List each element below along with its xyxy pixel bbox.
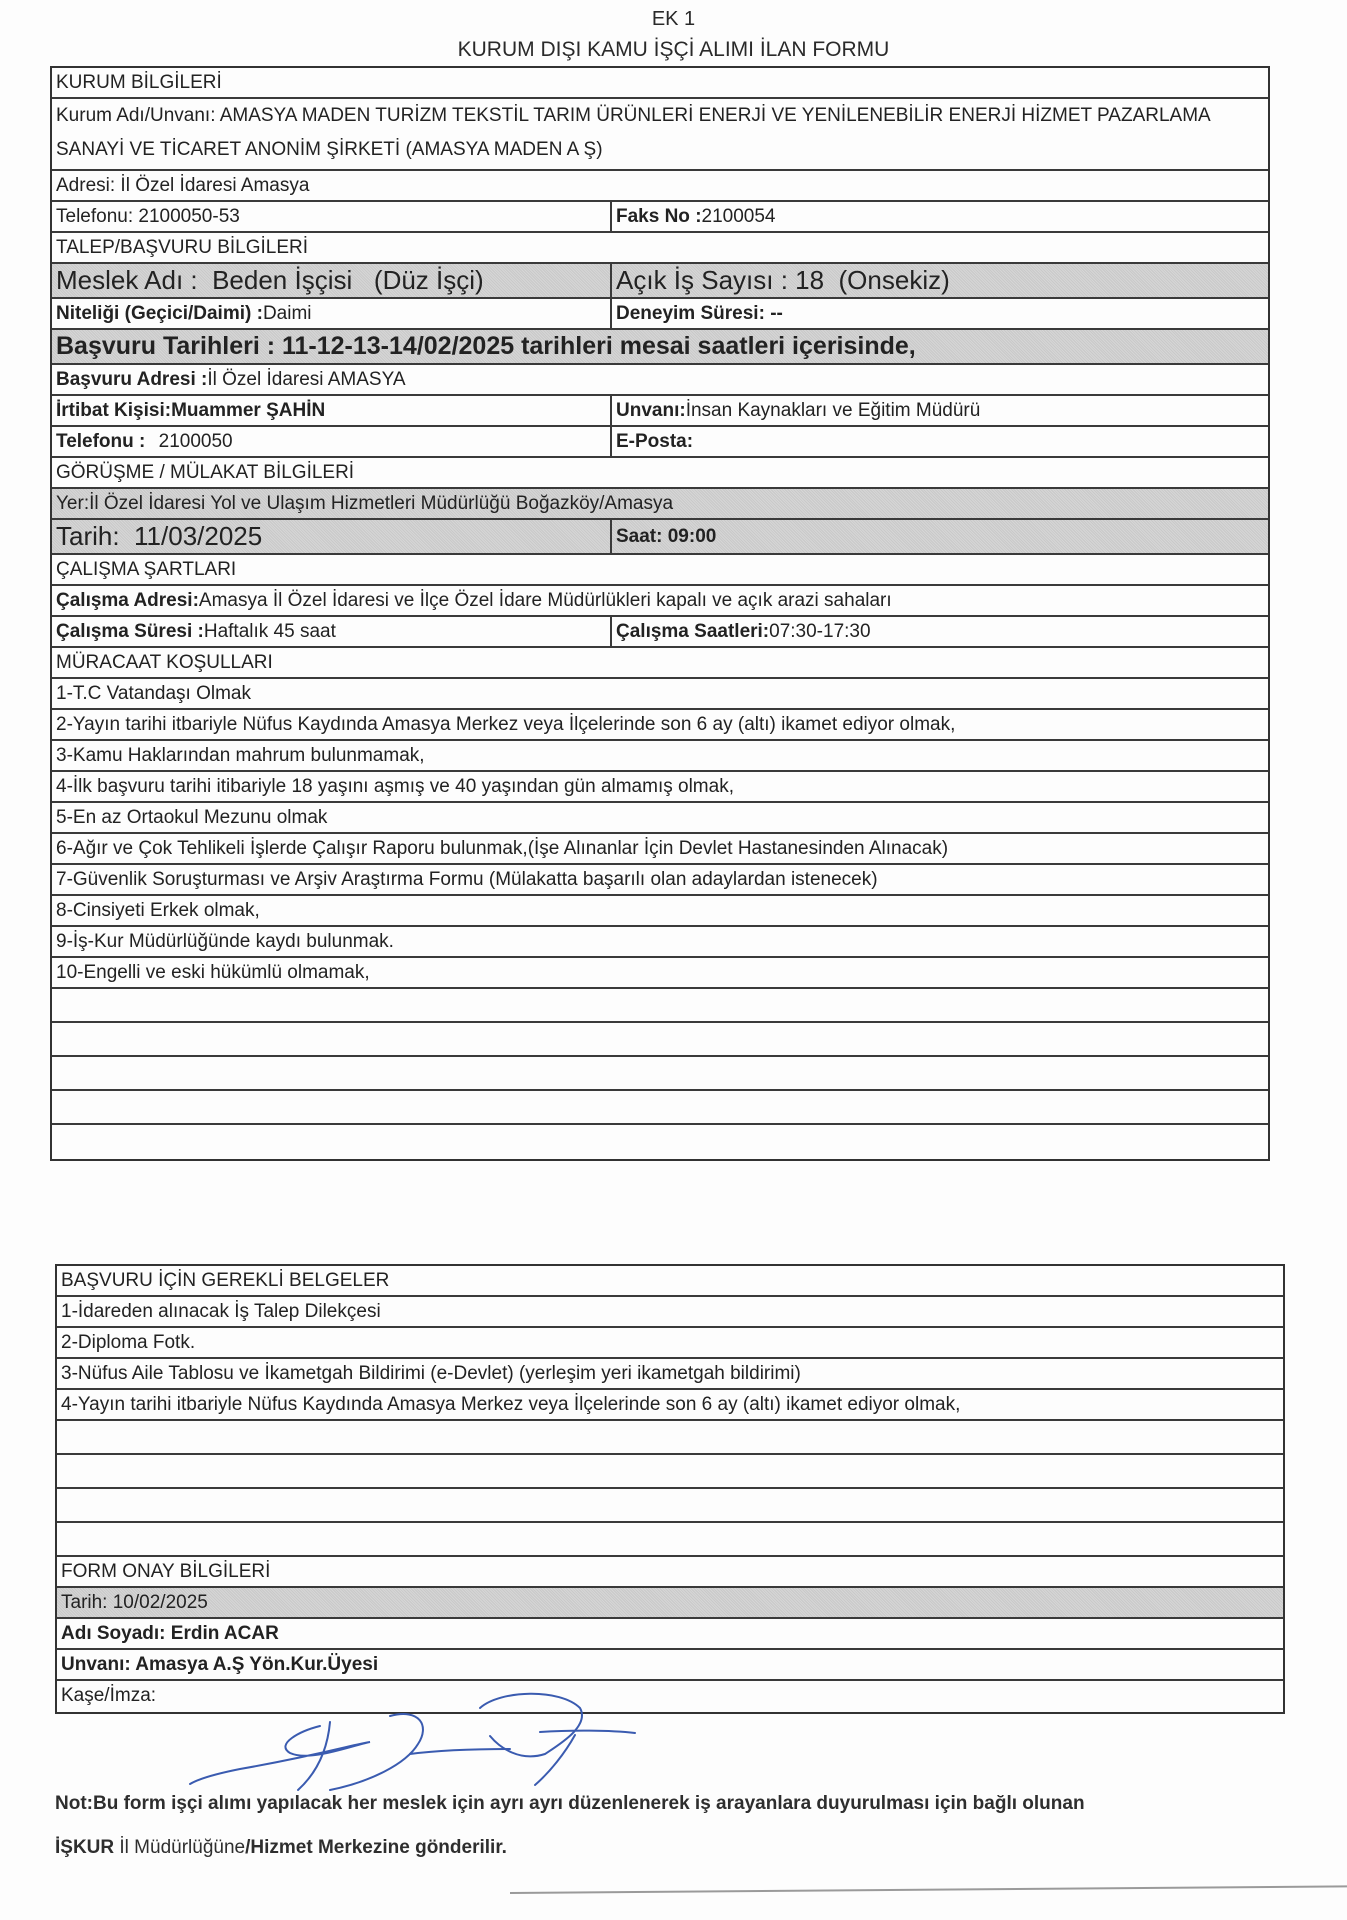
note-line-1: Not:Bu form işçi alımı yapılacak her meslek için ayrı ayrı düzenlenerek iş arayanlara duyurulması için bağlı olunan [55,1793,1085,1814]
condition-text: 6-Ağır ve Çok Tehlikeli İşlerde Çalışır Raporu bulunmak,(İşe Alınanlar İçin Devlet Hastanesinden Alınacak) [56,838,949,859]
document-text: 2-Diploma Fotk. [61,1332,196,1353]
row-kurum-address [52,171,1268,202]
section-title-conditions: MÜRACAAT KOŞULLARI [56,652,273,673]
kurum-fax-value: 2100054 [701,206,776,227]
kurum-name-label: Kurum Adı/Unvanı: [56,105,216,126]
note-il-mudurlugu: İl Müdürlüğüne [114,1837,246,1858]
application-dates: Başvuru Tarihleri : 11-12-13-14/02/2025 tarihleri mesai saatleri içerisinde, [56,332,916,360]
blank-row [52,1023,1268,1057]
row-nature-experience [52,299,1268,330]
row-application-dates [52,330,1268,365]
row-contact-phone-email [52,427,1268,458]
document-item [57,1390,1283,1421]
work-address-label: Çalışma Adresi: [56,590,199,611]
condition-text: 4-İlk başvuru tarihi itibariyle 18 yaşını aşmış ve 40 yaşından gün almamış olmak, [56,776,734,797]
experience-cell [612,299,1268,328]
form-table-documents [55,1264,1285,1714]
document-item [57,1359,1283,1390]
approval-name-cell [57,1619,1283,1648]
row-occupation [52,264,1268,299]
open-positions-cell: Açık İş Sayısı : 18 (Onsekiz) [616,265,950,295]
row-application-address [52,365,1268,396]
document-item [57,1328,1283,1359]
work-duration-value: Haftalık 45 saat [203,621,336,642]
signature-stroke [540,1731,635,1733]
row-approval-stamp [57,1681,1283,1712]
condition-item [52,958,1268,989]
condition-text: 8-Cinsiyeti Erkek olmak, [56,900,260,921]
experience-value: -- [770,303,783,324]
kurum-name-cell [52,99,1268,169]
condition-text: 1-T.C Vatandaşı Olmak [56,683,252,704]
row-contact [52,396,1268,427]
row-work-duration-hours [52,617,1268,648]
row-approval-name [57,1619,1283,1650]
work-address-cell [52,586,1268,615]
section-title-documents: BAŞVURU İÇİN GEREKLİ BELGELER [61,1270,390,1291]
document-text: 1-İdareden alınacak İş Talep Dilekçesi [61,1301,381,1322]
document-item [57,1297,1283,1328]
blank-row [52,989,1268,1023]
kurum-phone-label: Telefonu: [56,206,134,227]
signature-stroke [410,1749,510,1754]
approval-stamp-label: Kaşe/İmza: [61,1685,157,1706]
section-approval [57,1557,1283,1588]
blank-row [52,1091,1268,1125]
occupation-cell: Meslek Adı : Beden İşçisi (Düz İşçi) [52,264,612,297]
signature-stroke [190,1726,370,1784]
work-hours-cell [612,617,1268,646]
condition-item [52,741,1268,772]
work-hours-value: 07:30-17:30 [769,621,871,642]
experience-label: Deneyim Süresi: [616,303,765,324]
blank-row [57,1455,1283,1489]
condition-item [52,865,1268,896]
application-address-cell [52,365,1268,394]
condition-item [52,772,1268,803]
row-approval-title [57,1650,1283,1681]
work-duration-label: Çalışma Süresi : [56,621,204,642]
nature-value: Daimi [262,303,312,324]
signature-stroke [330,1714,423,1790]
approval-name-value: Erdin ACAR [170,1623,279,1644]
application-address-label: Başvuru Adresi : [56,369,208,390]
section-title-approval: FORM ONAY BİLGİLERİ [61,1561,271,1582]
note-line-2 [55,1826,1295,1870]
condition-item [52,927,1268,958]
condition-item [52,834,1268,865]
contact-title-label: Unvanı: [616,400,686,421]
blank-row [52,1057,1268,1091]
section-title-talep: TALEP/BAŞVURU BİLGİLERİ [56,237,309,258]
blank-row [57,1523,1283,1557]
scan-artifact-line [510,1885,1347,1894]
kurum-fax-label: Faks No : [616,206,702,227]
section-title-interview: GÖRÜŞME / MÜLAKAT BİLGİLERİ [56,462,355,483]
kurum-phone-value: 2100050-53 [138,206,240,227]
work-address-value: Amasya İl Özel İdaresi ve İlçe Özel İdare Müdürlükleri kapalı ve açık arazi sahaları [198,590,892,611]
row-interview-place [52,489,1268,520]
section-documents [57,1266,1283,1297]
nature-label: Niteliği (Geçici/Daimi) : [56,303,263,324]
footer-note [55,1782,1295,1870]
blank-row [52,1125,1268,1159]
signature-stroke [298,1722,330,1790]
interview-time: Saat: 09:00 [616,526,717,547]
section-title-kurum: KURUM BİLGİLERİ [56,72,222,93]
kurum-fax-cell [612,202,1268,231]
email-label: E-Posta: [616,431,694,452]
section-conditions [52,648,1268,679]
signature-stroke [535,1735,575,1785]
kurum-name-value: AMASYA MADEN TURİZM TEKSTİL TARIM ÜRÜNLERİ ENERJİ VE YENİLENEBİLİR ENERJİ HİZMET PAZARLAMA SANAYİ VE TİCARET ANONİM ŞİRKETİ (AMASYA MADEN A Ş) [56,105,1210,160]
approval-name-label: Adı Soyadı: [61,1623,166,1644]
note-hizmet-merkezi: /Hizmet Merkezine gönderilir. [245,1837,507,1858]
nature-cell [52,299,612,328]
condition-text: 10-Engelli ve eski hükümlü olmamak, [56,962,370,983]
row-interview-datetime [52,520,1268,555]
interview-place: Yer:İl Özel İdaresi Yol ve Ulaşım Hizmetleri Müdürlüğü Boğazköy/Amasya [56,493,674,514]
note-iskur: İŞKUR [55,1837,115,1858]
form-title: KURUM DIŞI KAMU İŞÇİ ALIMI İLAN FORMU [457,38,890,61]
condition-item [52,679,1268,710]
row-kurum-name [52,99,1268,171]
condition-text: 5-En az Ortaokul Mezunu olmak [56,807,328,828]
blank-row [57,1421,1283,1455]
section-work [52,555,1268,586]
kurum-address-label: Adresi: [56,175,116,196]
section-title-work: ÇALIŞMA ŞARTLARI [56,559,237,580]
document-text: 3-Nüfus Aile Tablosu ve İkametgah Bildirimi (e-Devlet) (yerleşim yeri ikametgah bildirimi) [61,1363,801,1384]
section-kurum [52,68,1268,99]
contact-phone-value: 2100050 [158,431,233,452]
kurum-phone-cell [52,202,612,231]
contact-phone-cell [52,427,612,456]
condition-item [52,896,1268,927]
contact-title-cell [612,396,1268,425]
contact-label: İrtibat Kişisi: [56,400,172,421]
contact-title-value: İnsan Kaynakları ve Eğitim Müdürü [685,400,981,421]
email-cell [612,427,1268,456]
condition-text: 7-Güvenlik Soruşturması ve Arşiv Araştırma Formu (Mülakatta başarılı olan adaylardan istenecek) [56,869,878,890]
row-work-address [52,586,1268,617]
contact-value: Muammer ŞAHİN [171,400,326,421]
section-talep [52,233,1268,264]
contact-phone-label: Telefonu : [56,431,146,452]
document-text: 4-Yayın tarihi itbariyle Nüfus Kaydında Amasya Merkez veya İlçelerinde son 6 ay (altı) ikamet ediyor olmak, [61,1394,961,1415]
condition-item [52,803,1268,834]
condition-text: 3-Kamu Haklarından mahrum bulunmamak, [56,745,425,766]
kurum-address-value: İl Özel İdaresi Amasya [120,175,310,196]
work-duration-cell [52,617,612,646]
row-approval-date [57,1588,1283,1619]
application-address-value: İl Özel İdaresi AMASYA [207,369,406,390]
work-hours-label: Çalışma Saatleri: [616,621,770,642]
blank-row [57,1489,1283,1523]
approval-title: Unvanı: Amasya A.Ş Yön.Kur.Üyesi [61,1654,379,1675]
row-kurum-phone-fax [52,202,1268,233]
kurum-address-cell [52,171,1268,200]
condition-text: 2-Yayın tarihi itbariyle Nüfus Kaydında Amasya Merkez veya İlçelerinde son 6 ay (altı) ikamet ediyor olmak, [56,714,956,735]
interview-date: Tarih: 11/03/2025 [52,520,612,553]
contact-cell [52,396,612,425]
condition-item [52,710,1268,741]
section-interview [52,458,1268,489]
approval-date: Tarih: 10/02/2025 [61,1592,208,1613]
condition-text: 9-İş-Kur Müdürlüğünde kaydı bulunmak. [56,931,394,952]
annex-label: EK 1 [651,8,696,30]
form-table-main [50,66,1270,1161]
